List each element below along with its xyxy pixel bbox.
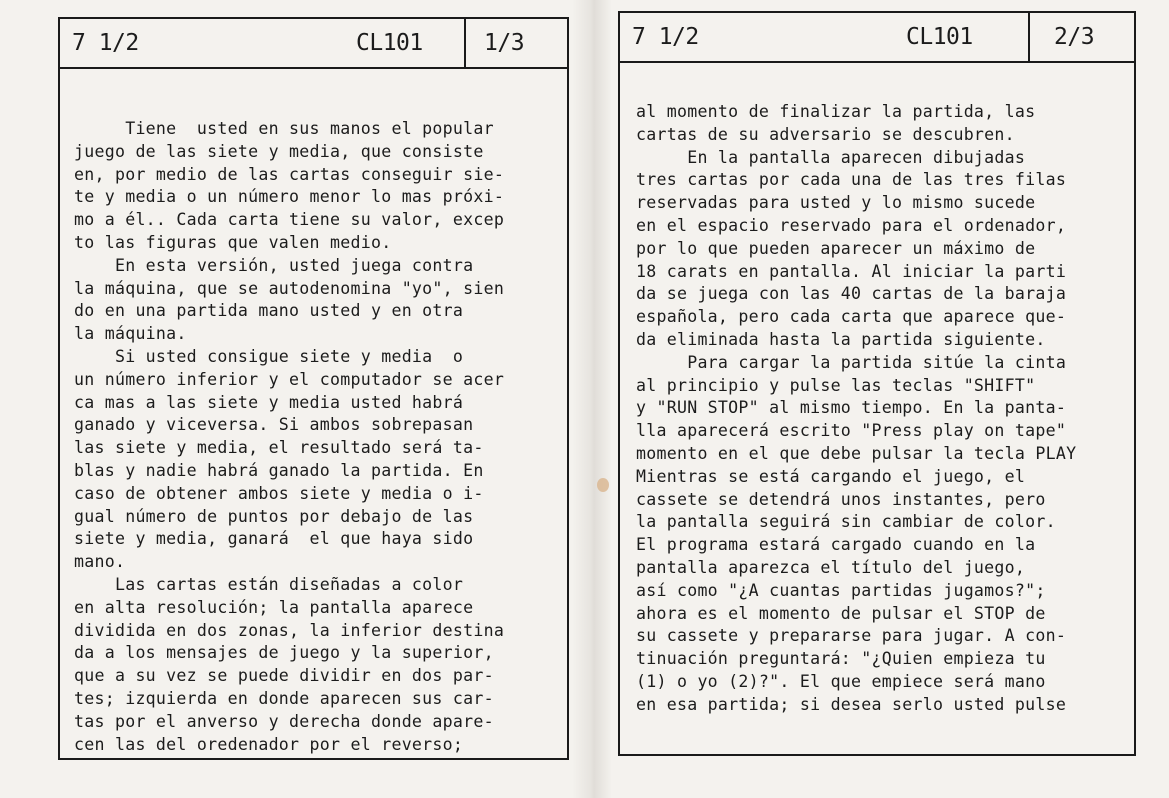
- text-line: un número inferior y el computador se acer: [74, 369, 505, 389]
- text-line: blas y nadie habrá ganado la partida. En: [74, 460, 484, 480]
- text-line: cartas de su adversario se descubren.: [636, 124, 1015, 144]
- page-1-header: [58, 17, 569, 69]
- text-line: tres cartas por cada una de las tres filas: [636, 170, 1067, 190]
- text-line: da a los mensajes de juego y la superior,: [74, 643, 494, 663]
- page-2-header-divider: [1028, 13, 1030, 61]
- page-2: [618, 11, 1136, 756]
- text-line: En la pantalla aparecen dibujadas: [636, 147, 1026, 167]
- page-1-body: [58, 67, 569, 760]
- text-line: por lo que pueden aparecer un máximo de: [636, 238, 1036, 258]
- text-line: momento en el que debe pulsar la tecla PLAY: [636, 443, 1077, 463]
- text-line: mo a él.. Cada carta tiene su valor, excep: [74, 210, 505, 230]
- text-line: mano.: [74, 552, 126, 572]
- page-2-number: 2/3: [1054, 24, 1095, 50]
- text-line: Para cargar la partida sitúe la cinta: [636, 352, 1067, 372]
- text-line: ahora es el momento de pulsar el STOP de: [636, 603, 1046, 623]
- text-line: las siete y media, el resultado será ta-: [74, 438, 484, 458]
- page-2-body: [618, 61, 1136, 756]
- text-line: su cassete y prepararse para jugar. A con-: [636, 626, 1067, 646]
- text-line: dividida en dos zonas, la inferior destina: [74, 620, 505, 640]
- text-line: y "RUN STOP" al mismo tiempo. En la panta-: [636, 398, 1067, 418]
- page-1-header-divider: [464, 19, 466, 67]
- text-line: cen las del oredenador por el reverso;: [74, 734, 464, 754]
- page-1-text: [74, 118, 559, 756]
- text-line: al momento de finalizar la partida, las: [636, 102, 1036, 121]
- page-2-header: [618, 11, 1136, 63]
- text-line: que a su vez se puede dividir en dos par-: [74, 666, 494, 686]
- text-line: gual número de puntos por debajo de las: [74, 506, 474, 526]
- text-line: tas por el anverso y derecha donde apare-: [74, 711, 494, 731]
- text-line: Mientras se está cargando el juego, el: [636, 466, 1026, 486]
- text-line: siete y media, ganará el que haya sido: [74, 529, 474, 549]
- text-line: (1) o yo (2)?". El que empiece será mano: [636, 671, 1046, 691]
- text-line: Si usted consigue siete y media o: [74, 346, 464, 366]
- text-line: cassete se detendrá unos instantes, pero: [636, 489, 1046, 509]
- text-line: te y media o un número menor lo mas próxi-: [74, 187, 505, 207]
- text-line: en el espacio reservado para el ordenador,: [636, 215, 1067, 235]
- text-line: en esa partida; si desea serlo usted pulse: [636, 694, 1067, 714]
- text-line: reservadas para usted y lo mismo sucede: [636, 193, 1036, 213]
- text-line: da se juega con las 40 cartas de la baraja: [636, 284, 1067, 304]
- text-line: la pantalla seguirá sin cambiar de color.: [636, 512, 1056, 532]
- text-line: tinuación preguntará: "¿Quien empieza tu: [636, 649, 1046, 669]
- text-line: lla aparecerá escrito "Press play on tape": [636, 421, 1067, 441]
- center-fold: [572, 0, 612, 798]
- text-line: española, pero cada carta que aparece que-: [636, 307, 1067, 327]
- text-line: la máquina, que se autodenomina "yo", sien: [74, 278, 505, 298]
- text-line: to las figuras que valen medio.: [74, 232, 392, 252]
- page-1: [58, 17, 569, 760]
- page-1-code: CL101: [356, 30, 423, 56]
- text-line: pantalla aparezca el título del juego,: [636, 557, 1026, 577]
- page-1-number: 1/3: [484, 30, 525, 56]
- text-line: juego de las siete y media, que consiste: [74, 141, 484, 161]
- text-line: do en una partida mano usted y en otra: [74, 301, 464, 321]
- paper-stain: [597, 478, 609, 492]
- text-line: 18 carats en pantalla. Al iniciar la parti: [636, 261, 1067, 281]
- text-line: Tiene usted en sus manos el popular: [74, 119, 494, 138]
- text-line: da eliminada hasta la partida siguiente.: [636, 329, 1046, 349]
- page-1-title: 7 1/2: [72, 30, 139, 56]
- text-line: al principio y pulse las teclas "SHIFT": [636, 375, 1036, 395]
- text-line: caso de obtener ambos siete y media o i-: [74, 483, 484, 503]
- text-line: ganado y viceversa. Si ambos sobrepasan: [74, 415, 474, 435]
- text-line: En esta versión, usted juega contra: [74, 255, 474, 275]
- text-line: tes; izquierda en donde aparecen sus car-: [74, 688, 494, 708]
- text-line: así como "¿A cuantas partidas jugamos?";: [636, 580, 1046, 600]
- text-line: ca mas a las siete y media usted habrá: [74, 392, 464, 412]
- text-line: Las cartas están diseñadas a color: [74, 574, 464, 594]
- text-line: en alta resolución; la pantalla aparece: [74, 597, 474, 617]
- page-2-text: [636, 101, 1126, 717]
- text-line: en, por medio de las cartas conseguir sie-: [74, 164, 505, 184]
- page-2-code: CL101: [906, 24, 973, 50]
- page-2-title: 7 1/2: [632, 24, 699, 50]
- text-line: la máquina.: [74, 324, 187, 344]
- text-line: El programa estará cargado cuando en la: [636, 535, 1036, 555]
